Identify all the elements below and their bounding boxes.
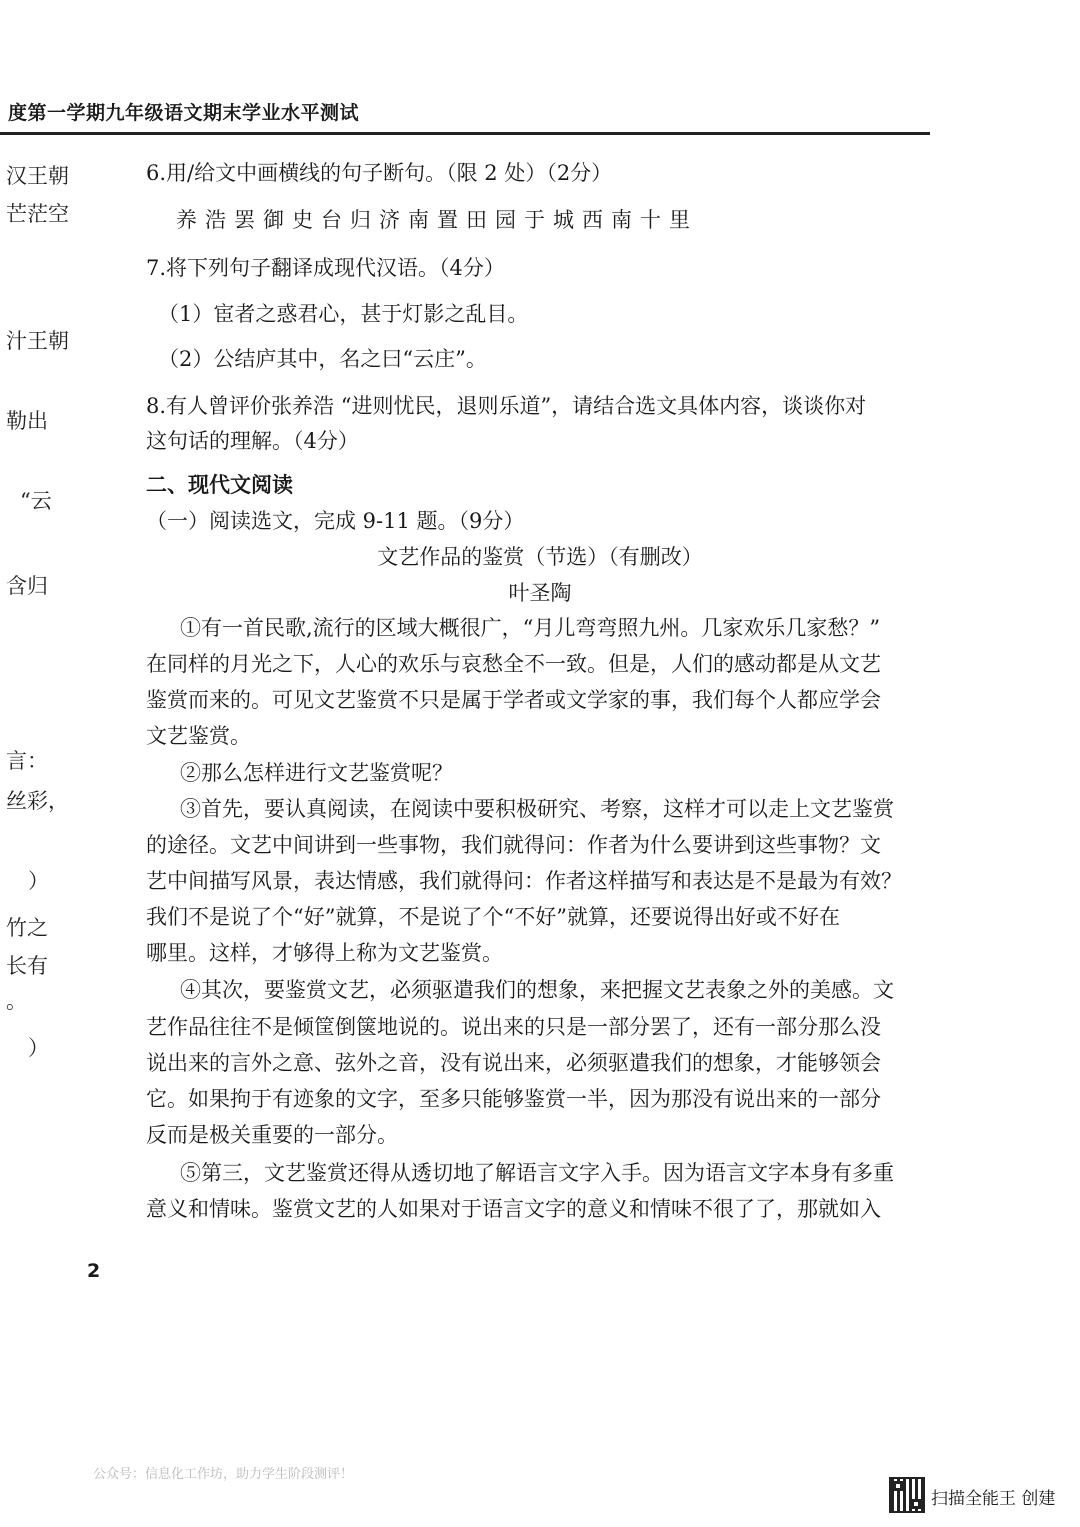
margin-fragment: 竹之 (6, 916, 48, 940)
watermark-note: 公众号：信息化工作坊，助力学生阶段测评！ (93, 1467, 354, 1482)
paragraph-3-line: 我们不是说了个“好”就算，不是说了个“不好”就算，还要说得出好或不好在 (146, 905, 840, 929)
margin-fragment: 汉王朝 (6, 164, 69, 188)
question-8-line-2: 这句话的理解。（4分） (146, 429, 359, 453)
paragraph-1-line: 文艺鉴赏。 (146, 724, 251, 748)
margin-fragment: 汁王朝 (6, 329, 69, 353)
article-author: 叶圣陶 (508, 581, 572, 605)
margin-fragment: 长有 (6, 954, 48, 978)
paragraph-3-line: ③首先，要认真阅读，在阅读中要积极研究、考察，这样才可以走上文艺鉴赏 (180, 797, 894, 821)
paragraph-3-line: 艺中间描写风景，表达情感，我们就得问：作者这样描写和表达是不是最为有效？ (146, 869, 902, 893)
paragraph-1-line: ①有一首民歌,流行的区域大概很广，“月儿弯弯照九州。几家欢乐几家愁？” (180, 616, 881, 640)
margin-fragment: ） (28, 869, 49, 893)
paragraph-4-line: 它。如果拘于有迹象的文字，至多只能够鉴赏一半，因为那没有说出来的一部分 (146, 1087, 881, 1111)
paragraph-2-line: ②那么怎样进行文艺鉴赏呢？ (180, 761, 453, 785)
margin-fragment: 言： (6, 749, 48, 773)
question-7-item-1: （1）宦者之惑君心，甚于灯影之乱目。 (158, 302, 529, 326)
paragraph-4-line: 反而是极关重要的一部分。 (146, 1123, 398, 1147)
paragraph-4-line: ④其次，要鉴赏文艺，必须驱遣我们的想象，来把握文艺表象之外的美感。文 (180, 978, 894, 1002)
paragraph-5-line: ⑤第三，文艺鉴赏还得从透切地了解语言文字入手。因为语言文字本身有多重 (180, 1161, 894, 1185)
page-number: 2 (87, 1260, 101, 1282)
margin-fragment: ） (28, 1036, 49, 1060)
section-sub-heading: （一）阅读选文，完成 9-11 题。（9分） (146, 509, 525, 533)
margin-fragment: 丝彩， (6, 789, 69, 813)
paragraph-4-line: 艺作品往往不是倾筐倒箧地说的。说出来的只是一部分罢了，还有一部分那么没 (146, 1015, 881, 1039)
qr-code-icon (889, 1477, 925, 1513)
margin-fragment: 含归 (6, 574, 48, 598)
question-6: 6.用/给文中画横线的句子断句。（限 2 处）（2分） (146, 161, 613, 185)
margin-fragment: “云 (20, 489, 52, 513)
paragraph-1-line: 在同样的月光之下，人心的欢乐与哀愁全不一致。但是，人们的感动都是从文艺 (146, 652, 881, 676)
paragraph-3-line: 的途径。文艺中间讲到一些事物，我们就得问：作者为什么要讲到这些事物？文 (146, 833, 881, 857)
question-7: 7.将下列句子翻译成现代汉语。（4分） (146, 256, 505, 280)
margin-fragment: 勒出 (6, 409, 48, 433)
scanner-label: 扫描全能王 创建 (931, 1489, 1056, 1509)
page-header-title: 度第一学期九年级语文期末学业水平测试 (8, 102, 360, 124)
paragraph-5-line: 意义和情味。鉴赏文艺的人如果对于语言文字的意义和情味不很了了，那就如入 (146, 1197, 881, 1221)
question-8-line-1: 8.有人曾评价张养浩 “进则忧民，退则乐道”，请结合选文具体内容，谈谈你对 (146, 394, 867, 418)
paragraph-3-line: 哪里。这样，才够得上称为文艺鉴赏。 (146, 941, 503, 965)
question-6-sentence: 养浩罢御史台归济南置田园于城西南十里 (176, 208, 698, 232)
paragraph-1-line: 鉴赏而来的。可见文艺鉴赏不只是属于学者或文学家的事，我们每个人都应学会 (146, 688, 881, 712)
question-7-item-2: （2）公结庐其中，名之曰“云庄”。 (158, 347, 487, 371)
section-heading: 二、现代文阅读 (146, 472, 293, 497)
paragraph-4-line: 说出来的言外之意、弦外之音，没有说出来，必须驱遣我们的想象，才能够领会 (146, 1051, 881, 1075)
margin-fragment: 。 (6, 989, 27, 1013)
margin-fragment: 芒茫空 (6, 202, 69, 226)
article-title: 文艺作品的鉴赏（节选）（有删改） (377, 545, 703, 569)
page-header (0, 96, 930, 135)
